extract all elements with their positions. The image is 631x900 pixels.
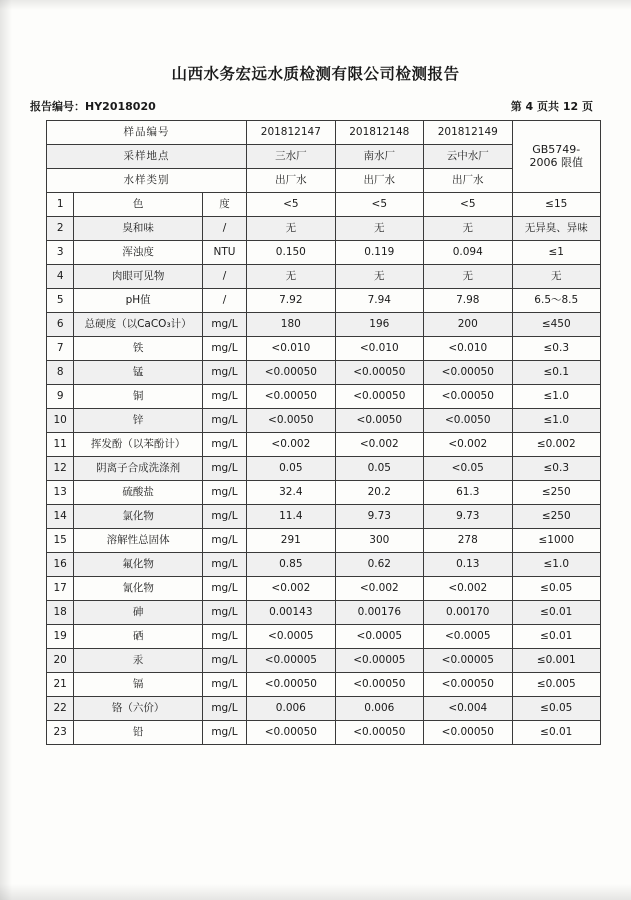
page-edge-shadow-left: [0, 0, 12, 900]
row-item-name: 铬（六价）: [74, 697, 202, 721]
row-item-name: 色: [74, 193, 202, 217]
row-item-name: 浑浊度: [74, 241, 202, 265]
row-value-sample-2: 9.73: [335, 505, 423, 529]
row-value-sample-3: <0.00050: [424, 673, 512, 697]
header-label-sample-site: 采样地点: [47, 145, 247, 169]
row-number: 13: [47, 481, 74, 505]
header-sample-site-3: 云中水厂: [424, 145, 512, 169]
table-row: [47, 265, 601, 289]
row-item-name: 臭和味: [74, 217, 202, 241]
row-number: 21: [47, 673, 74, 697]
row-number: 3: [47, 241, 74, 265]
row-limit: ≤0.05: [512, 577, 601, 601]
row-value-sample-2: 7.94: [335, 289, 423, 313]
row-value-sample-2: 0.119: [335, 241, 423, 265]
row-value-sample-3: <0.004: [424, 697, 512, 721]
table-row: [47, 361, 601, 385]
row-item-name: 锌: [74, 409, 202, 433]
water-quality-table: [46, 120, 601, 745]
table-header-row: [47, 121, 601, 145]
row-limit: ≤1: [512, 241, 601, 265]
row-number: 11: [47, 433, 74, 457]
row-value-sample-3: 0.13: [424, 553, 512, 577]
header-sample-site-1: 三水厂: [247, 145, 335, 169]
row-number: 14: [47, 505, 74, 529]
row-value-sample-1: <0.0050: [247, 409, 335, 433]
row-value-sample-2: <0.0050: [335, 409, 423, 433]
row-unit: NTU: [202, 241, 246, 265]
row-value-sample-1: 7.92: [247, 289, 335, 313]
table-row: [47, 721, 601, 745]
table-row: [47, 553, 601, 577]
header-standard-limit: GB5749- 2006 限值: [512, 121, 601, 193]
row-value-sample-2: <0.00005: [335, 649, 423, 673]
row-value-sample-2: <0.00050: [335, 361, 423, 385]
row-value-sample-1: 0.00143: [247, 601, 335, 625]
row-unit: mg/L: [202, 697, 246, 721]
table-row: [47, 313, 601, 337]
row-value-sample-3: 61.3: [424, 481, 512, 505]
page-number: 第 4 页共 12 页: [510, 100, 593, 113]
row-limit: ≤0.3: [512, 457, 601, 481]
row-item-name: 总硬度（以CaCO₃计）: [74, 313, 202, 337]
row-unit: mg/L: [202, 577, 246, 601]
row-unit: mg/L: [202, 673, 246, 697]
report-number: 报告编号：HY2018020: [30, 100, 156, 113]
row-value-sample-3: <0.05: [424, 457, 512, 481]
row-value-sample-2: <0.002: [335, 433, 423, 457]
row-value-sample-2: <5: [335, 193, 423, 217]
row-unit: mg/L: [202, 337, 246, 361]
row-unit: mg/L: [202, 601, 246, 625]
row-limit: ≤0.05: [512, 697, 601, 721]
row-value-sample-3: 无: [424, 265, 512, 289]
header-sample-type-3: 出厂水: [424, 169, 512, 193]
row-value-sample-1: 32.4: [247, 481, 335, 505]
row-limit: ≤0.002: [512, 433, 601, 457]
row-value-sample-1: 0.05: [247, 457, 335, 481]
row-value-sample-1: 0.85: [247, 553, 335, 577]
row-number: 6: [47, 313, 74, 337]
row-value-sample-3: <0.002: [424, 577, 512, 601]
row-value-sample-3: <0.0005: [424, 625, 512, 649]
row-item-name: 阴离子合成洗涤剂: [74, 457, 202, 481]
row-number: 2: [47, 217, 74, 241]
row-value-sample-2: <0.010: [335, 337, 423, 361]
row-limit: 无: [512, 265, 601, 289]
row-value-sample-3: <0.010: [424, 337, 512, 361]
header-sample-no-1: 201812147: [247, 121, 335, 145]
row-limit: ≤0.005: [512, 673, 601, 697]
row-number: 18: [47, 601, 74, 625]
row-number: 12: [47, 457, 74, 481]
row-limit: ≤250: [512, 505, 601, 529]
row-item-name: 砷: [74, 601, 202, 625]
row-unit: mg/L: [202, 361, 246, 385]
table-row: [47, 697, 601, 721]
header-sample-type-1: 出厂水: [247, 169, 335, 193]
row-value-sample-2: 196: [335, 313, 423, 337]
row-item-name: 硫酸盐: [74, 481, 202, 505]
row-unit: mg/L: [202, 529, 246, 553]
row-limit: ≤15: [512, 193, 601, 217]
row-unit: mg/L: [202, 481, 246, 505]
row-number: 5: [47, 289, 74, 313]
row-number: 9: [47, 385, 74, 409]
table-row: [47, 385, 601, 409]
row-number: 22: [47, 697, 74, 721]
row-value-sample-1: 180: [247, 313, 335, 337]
row-value-sample-3: 0.094: [424, 241, 512, 265]
row-value-sample-1: 无: [247, 265, 335, 289]
row-value-sample-1: <0.010: [247, 337, 335, 361]
row-unit: mg/L: [202, 385, 246, 409]
row-number: 4: [47, 265, 74, 289]
row-value-sample-2: 0.05: [335, 457, 423, 481]
row-value-sample-3: <0.0050: [424, 409, 512, 433]
row-item-name: 锰: [74, 361, 202, 385]
row-unit: mg/L: [202, 625, 246, 649]
row-limit: ≤0.1: [512, 361, 601, 385]
row-limit: ≤250: [512, 481, 601, 505]
header-sample-site-2: 南水厂: [335, 145, 423, 169]
row-number: 1: [47, 193, 74, 217]
row-item-name: 氰化物: [74, 577, 202, 601]
header-sample-type-2: 出厂水: [335, 169, 423, 193]
row-number: 16: [47, 553, 74, 577]
row-value-sample-1: <0.00050: [247, 385, 335, 409]
row-limit: ≤1000: [512, 529, 601, 553]
page-title: 山西水务宏远水质检测有限公司检测报告: [171, 65, 460, 83]
row-value-sample-1: 291: [247, 529, 335, 553]
row-number: 20: [47, 649, 74, 673]
row-number: 23: [47, 721, 74, 745]
row-limit: 无异臭、异味: [512, 217, 601, 241]
row-number: 8: [47, 361, 74, 385]
table-row: [47, 193, 601, 217]
page-edge-shadow-bottom: [0, 884, 631, 900]
row-value-sample-3: 0.00170: [424, 601, 512, 625]
row-item-name: 挥发酚（以苯酚计）: [74, 433, 202, 457]
row-value-sample-1: <5: [247, 193, 335, 217]
row-value-sample-2: 300: [335, 529, 423, 553]
header-label-sample-type: 水样类别: [47, 169, 247, 193]
table-row: [47, 217, 601, 241]
report-meta: [28, 98, 603, 114]
row-item-name: 汞: [74, 649, 202, 673]
row-unit: mg/L: [202, 649, 246, 673]
row-number: 10: [47, 409, 74, 433]
table-row: [47, 337, 601, 361]
table-row: [47, 457, 601, 481]
row-item-name: 镉: [74, 673, 202, 697]
page-edge-shadow-top: [0, 0, 631, 10]
table-row: [47, 577, 601, 601]
row-value-sample-2: <0.00050: [335, 673, 423, 697]
header-label-sample-no: 样品编号: [47, 121, 247, 145]
row-unit: mg/L: [202, 457, 246, 481]
row-number: 17: [47, 577, 74, 601]
row-value-sample-3: 9.73: [424, 505, 512, 529]
row-item-name: 溶解性总固体: [74, 529, 202, 553]
table-row: [47, 241, 601, 265]
row-value-sample-3: <0.002: [424, 433, 512, 457]
row-item-name: 氯化物: [74, 505, 202, 529]
row-value-sample-1: <0.00005: [247, 649, 335, 673]
row-item-name: 肉眼可见物: [74, 265, 202, 289]
row-limit: ≤0.001: [512, 649, 601, 673]
row-value-sample-2: 0.00176: [335, 601, 423, 625]
row-item-name: 硒: [74, 625, 202, 649]
table-row: [47, 601, 601, 625]
row-unit: /: [202, 289, 246, 313]
row-value-sample-3: <0.00050: [424, 385, 512, 409]
row-value-sample-1: 无: [247, 217, 335, 241]
row-limit: 6.5～8.5: [512, 289, 601, 313]
row-limit: ≤1.0: [512, 553, 601, 577]
row-item-name: 铁: [74, 337, 202, 361]
row-limit: ≤0.3: [512, 337, 601, 361]
header-sample-no-2: 201812148: [335, 121, 423, 145]
table-row: [47, 433, 601, 457]
row-value-sample-2: 0.006: [335, 697, 423, 721]
row-value-sample-2: 20.2: [335, 481, 423, 505]
row-value-sample-3: 200: [424, 313, 512, 337]
table-row: [47, 625, 601, 649]
row-value-sample-1: 0.006: [247, 697, 335, 721]
row-item-name: 铜: [74, 385, 202, 409]
row-unit: mg/L: [202, 313, 246, 337]
row-unit: mg/L: [202, 409, 246, 433]
row-unit: /: [202, 217, 246, 241]
row-item-name: 氟化物: [74, 553, 202, 577]
row-limit: ≤0.01: [512, 601, 601, 625]
row-value-sample-1: <0.00050: [247, 361, 335, 385]
row-value-sample-3: 7.98: [424, 289, 512, 313]
table-row: [47, 529, 601, 553]
table-row: [47, 409, 601, 433]
row-limit: ≤0.01: [512, 721, 601, 745]
table-row: [47, 649, 601, 673]
row-value-sample-2: <0.002: [335, 577, 423, 601]
row-unit: mg/L: [202, 721, 246, 745]
table-row: [47, 673, 601, 697]
row-value-sample-1: <0.002: [247, 433, 335, 457]
row-value-sample-2: 无: [335, 265, 423, 289]
row-value-sample-1: 11.4: [247, 505, 335, 529]
table-row: [47, 505, 601, 529]
row-number: 7: [47, 337, 74, 361]
table-row: [47, 481, 601, 505]
row-number: 19: [47, 625, 74, 649]
row-value-sample-2: 无: [335, 217, 423, 241]
row-unit: /: [202, 265, 246, 289]
table-row: [47, 289, 601, 313]
row-value-sample-3: <0.00005: [424, 649, 512, 673]
row-limit: ≤1.0: [512, 385, 601, 409]
row-value-sample-3: <0.00050: [424, 721, 512, 745]
row-value-sample-3: <5: [424, 193, 512, 217]
row-item-name: pH值: [74, 289, 202, 313]
row-value-sample-3: 278: [424, 529, 512, 553]
row-unit: 度: [202, 193, 246, 217]
row-limit: ≤450: [512, 313, 601, 337]
row-unit: mg/L: [202, 553, 246, 577]
row-value-sample-1: <0.002: [247, 577, 335, 601]
row-value-sample-1: <0.0005: [247, 625, 335, 649]
row-limit: ≤1.0: [512, 409, 601, 433]
row-value-sample-3: <0.00050: [424, 361, 512, 385]
row-value-sample-2: <0.00050: [335, 385, 423, 409]
row-value-sample-3: 无: [424, 217, 512, 241]
row-limit: ≤0.01: [512, 625, 601, 649]
row-number: 15: [47, 529, 74, 553]
header-sample-no-3: 201812149: [424, 121, 512, 145]
row-item-name: 铅: [74, 721, 202, 745]
row-value-sample-2: <0.00050: [335, 721, 423, 745]
row-value-sample-2: <0.0005: [335, 625, 423, 649]
row-value-sample-2: 0.62: [335, 553, 423, 577]
row-value-sample-1: <0.00050: [247, 721, 335, 745]
row-value-sample-1: 0.150: [247, 241, 335, 265]
row-unit: mg/L: [202, 505, 246, 529]
row-value-sample-1: <0.00050: [247, 673, 335, 697]
row-unit: mg/L: [202, 433, 246, 457]
